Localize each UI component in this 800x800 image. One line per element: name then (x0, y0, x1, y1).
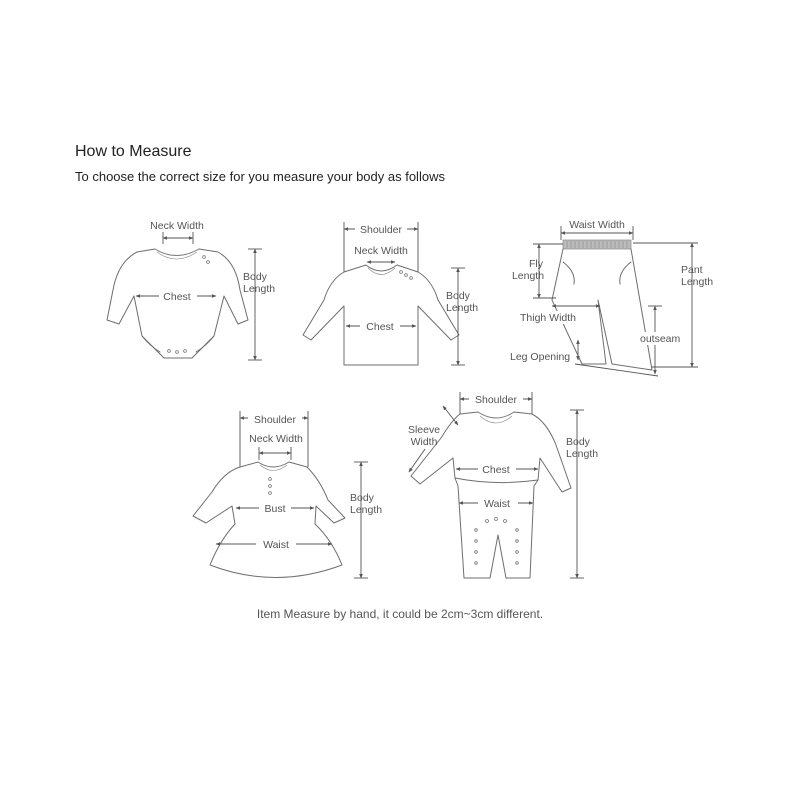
footer-note: Item Measure by hand, it could be 2cm~3cm different. (256, 607, 544, 621)
top-neck-width-label: Neck Width (354, 245, 408, 257)
dress-body-length-label-1: Body (350, 492, 374, 504)
top-shoulder-label: Shoulder (359, 224, 403, 236)
romper-diagram (408, 392, 598, 578)
bodysuit-chest-label: Chest (163, 291, 191, 303)
bodysuit-leg-openings (142, 336, 214, 352)
bodysuit-outline (107, 249, 248, 358)
top-body-length-label-2: Length (446, 302, 479, 314)
bodysuit-body-length-label-1: Body (243, 271, 267, 283)
dress-neck-rib (260, 465, 287, 471)
pants-fly-length-label-2: Length (511, 270, 545, 282)
pants-fly-length-label-1: Fly (529, 258, 543, 270)
dress-body-length-label-2: Length (350, 504, 383, 516)
bodysuit-body-length-label-2: Length (243, 283, 276, 295)
romper-waist-label: Waist (484, 498, 510, 510)
dress-shoulder-label: Shoulder (253, 414, 297, 426)
bodysuit-diagram (107, 220, 275, 360)
page-subtitle: To choose the correct size for you measure your body as follows (75, 169, 445, 184)
pants-outseam-label: outseam (640, 333, 681, 345)
romper-sleeve-width-label-2: Width (410, 436, 438, 448)
pants-diagram (510, 219, 713, 376)
romper-sleeve-width-label-1: Sleeve (407, 424, 441, 436)
bodysuit-neck-width-label: Neck Width (150, 220, 204, 232)
pants-thigh-width-label: Thigh Width (520, 312, 577, 324)
page-title: How to Measure (75, 143, 192, 160)
top-body-length-label-1: Body (446, 290, 470, 302)
pants-waist-width-label: Waist Width (569, 219, 625, 231)
pants-waistband (563, 240, 631, 249)
romper-body-length-label-1: Body (566, 436, 590, 448)
dress-diagram (193, 411, 382, 578)
pants-leg-opening-label: Leg Opening (510, 351, 571, 363)
pants-pant-length-label-1: Pant (681, 264, 703, 276)
dress-bust-label: Bust (264, 503, 286, 515)
romper-body-length-label-2: Length (566, 448, 599, 460)
pants-pant-length-label-2: Length (681, 276, 714, 288)
romper-sleeve-width-arrow (443, 406, 458, 425)
romper-chest-label: Chest (482, 464, 510, 476)
top-chest-label: Chest (366, 321, 394, 333)
dress-waist-label: Waist (263, 539, 289, 551)
top-outline (303, 265, 459, 365)
romper-shoulder-label: Shoulder (474, 394, 518, 406)
dress-neck-width-label: Neck Width (249, 433, 303, 445)
top-diagram (303, 222, 478, 365)
bodysuit-neck-rib (155, 249, 199, 259)
